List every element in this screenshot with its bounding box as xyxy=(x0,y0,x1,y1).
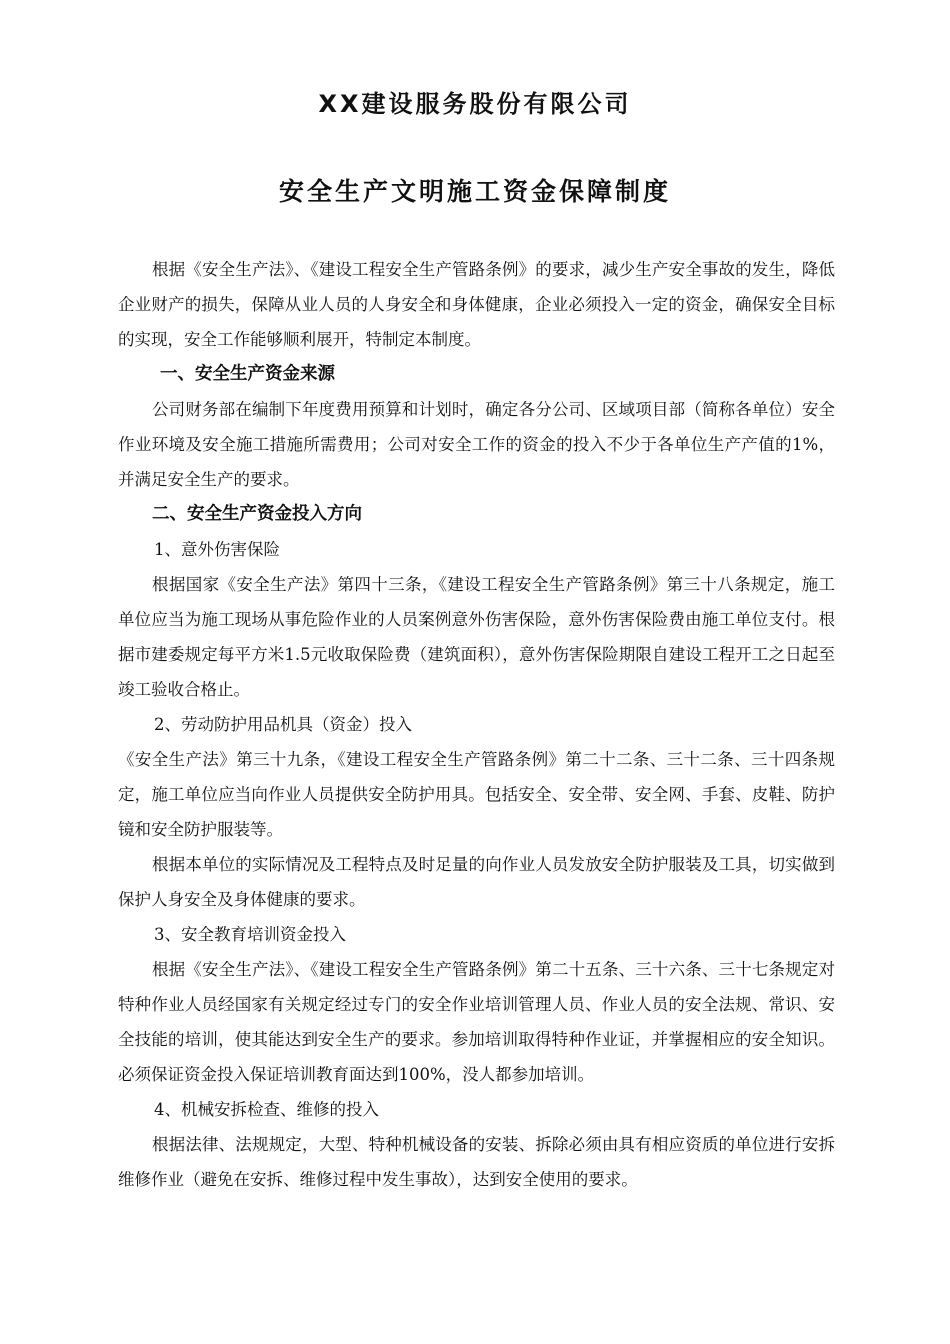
intro-paragraph: 根据《安全生产法》、《建设工程安全生产管路条例》的要求，减少生产安全事故的发生，降低企业财产的损失，保障从业人员的人身安全和身体健康，企业必须投入一定的资金，确保安全目标的实现，安全工作能够顺利展开，特制定本制度。 xyxy=(118,260,835,349)
document-title: 安全生产文明施工资金保障制度 xyxy=(278,177,671,206)
item4-title: 4、机械安拆检查、维修的投入 xyxy=(154,1100,379,1119)
document-body xyxy=(118,252,835,1197)
item4-body: 根据法律、法规规定，大型、特种机械设备的安装、拆除必须由具有相应资质的单位进行安拆维修作业（避免在安拆、维修过程中发生事故），达到安全使用的要求。 xyxy=(118,1135,835,1189)
company-name: XX建设服务股份有限公司 xyxy=(318,90,632,118)
item3-body: 根据《安全生产法》、《建设工程安全生产管路条例》第二十五条、三十六条、三十七条规定对特种作业人员经国家有关规定经过专门的安全作业培训管理人员、作业人员的安全法规、常识、安全技能的培训，使其能达到安全生产的要求。参加培训取得特种作业证，并掌握相应的安全知识。必须保证资金投入保证培训教育面达到100%，没人都参加培训。 xyxy=(118,960,835,1084)
item2-title: 2、劳动防护用品机具（资金）投入 xyxy=(154,715,412,734)
item1-title: 1、意外伤害保险 xyxy=(154,540,280,559)
item1-body: 根据国家《安全生产法》第四十三条，《建设工程安全生产管路条例》第三十八条规定，施工单位应当为施工现场从事危险作业的人员案例意外伤害保险，意外伤害保险费由施工单位支付。根据市建委规定每平方米1.5元收取保险费（建筑面积），意外伤害保险期限自建设工程开工之日起至竣工验收合格止。 xyxy=(118,575,835,699)
item3-title: 3、安全教育培训资金投入 xyxy=(154,925,346,944)
section1-heading: 一、安全生产资金来源 xyxy=(160,364,335,384)
item2-body-2: 根据本单位的实际情况及工程特点及时足量的向作业人员发放安全防护服装及工具，切实做到保护人身安全及身体健康的要求。 xyxy=(118,855,835,909)
section2-heading: 二、安全生产资金投入方向 xyxy=(152,504,362,524)
section1-body: 公司财务部在编制下年度费用预算和计划时，确定各分公司、区域项目部（简称各单位）安全作业环境及安全施工措施所需费用；公司对安全工作的资金的投入不少于各单位生产产值的1%，并满足安全生产的要求。 xyxy=(118,400,835,489)
item2-body-1: 《安全生产法》第三十九条，《建设工程安全生产管路条例》第二十二条、三十二条、三十四条规定，施工单位应当向作业人员提供安全防护用具。包括安全、安全带、安全网、手套、皮鞋、防护镜和安全防护服装等。 xyxy=(118,750,835,839)
